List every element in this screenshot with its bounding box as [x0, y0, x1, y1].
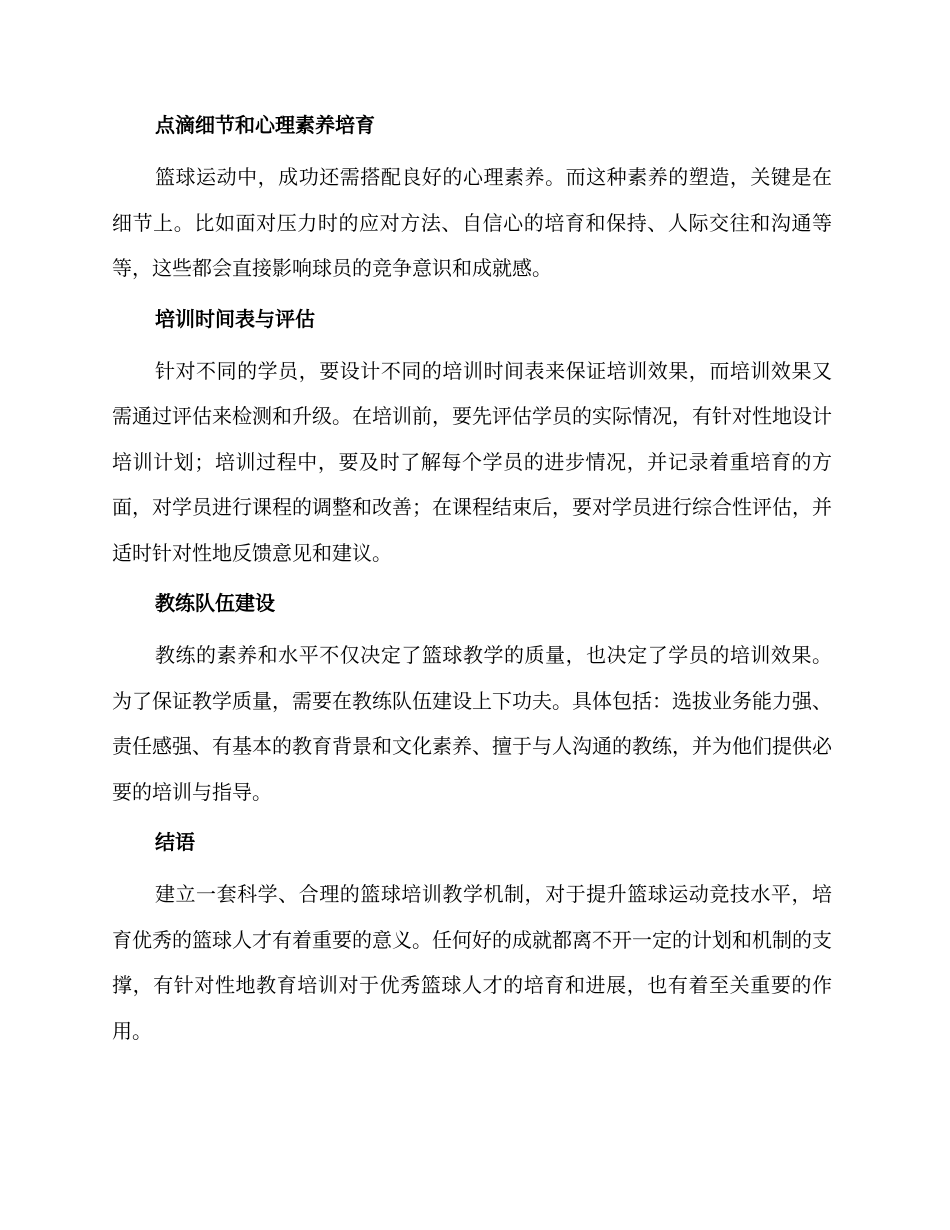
section-paragraph-mental-training: 篮球运动中，成功还需搭配良好的心理素养。而这种素养的塑造，关键是在细节上。比如面对压力时的应对方法、自信心的培育和保持、人际交往和沟通等等，这些都会直接影响球员的竞争意识和成就感。: [112, 165, 832, 280]
section-paragraph-schedule-evaluation: 针对不同的学员，要设计不同的培训时间表来保证培训效果，而培训效果又需通过评估来检测和升级。在培训前，要先评估学员的实际情况，有针对性地设计培训计划；培训过程中，要及时了解每个学员的进步情况，并记录着重培育的方面，对学员进行课程的调整和改善；在课程结束后，要对学员进行综合性评估，并适时针对性地反馈意见和建议。: [112, 358, 832, 565]
section-heading-coach-team: 教练队伍建设: [155, 591, 275, 615]
section-paragraph-conclusion: 建立一套科学、合理的篮球培训教学机制，对于提升篮球运动竞技水平，培育优秀的篮球人才有着重要的意义。任何好的成就都离不开一定的计划和机制的支撑，有针对性地教育培训对于优秀篮球人才的培育和进展，也有着至关重要的作用。: [112, 882, 832, 1043]
section-heading-conclusion: 结语: [155, 830, 195, 854]
section-heading-schedule-evaluation: 培训时间表与评估: [155, 306, 315, 331]
section-paragraph-coach-team: 教练的素养和水平不仅决定了篮球教学的质量，也决定了学员的培训效果。为了保证教学质量，需要在教练队伍建设上下功夫。具体包括：选拔业务能力强、责任感强、有基本的教育背景和文化素养、擅于与人沟通的教练，并为他们提供必要的培训与指导。: [112, 643, 832, 804]
section-heading-mental-training: 点滴细节和心理素养培育: [155, 113, 375, 137]
document-page: [112, 110, 832, 1066]
